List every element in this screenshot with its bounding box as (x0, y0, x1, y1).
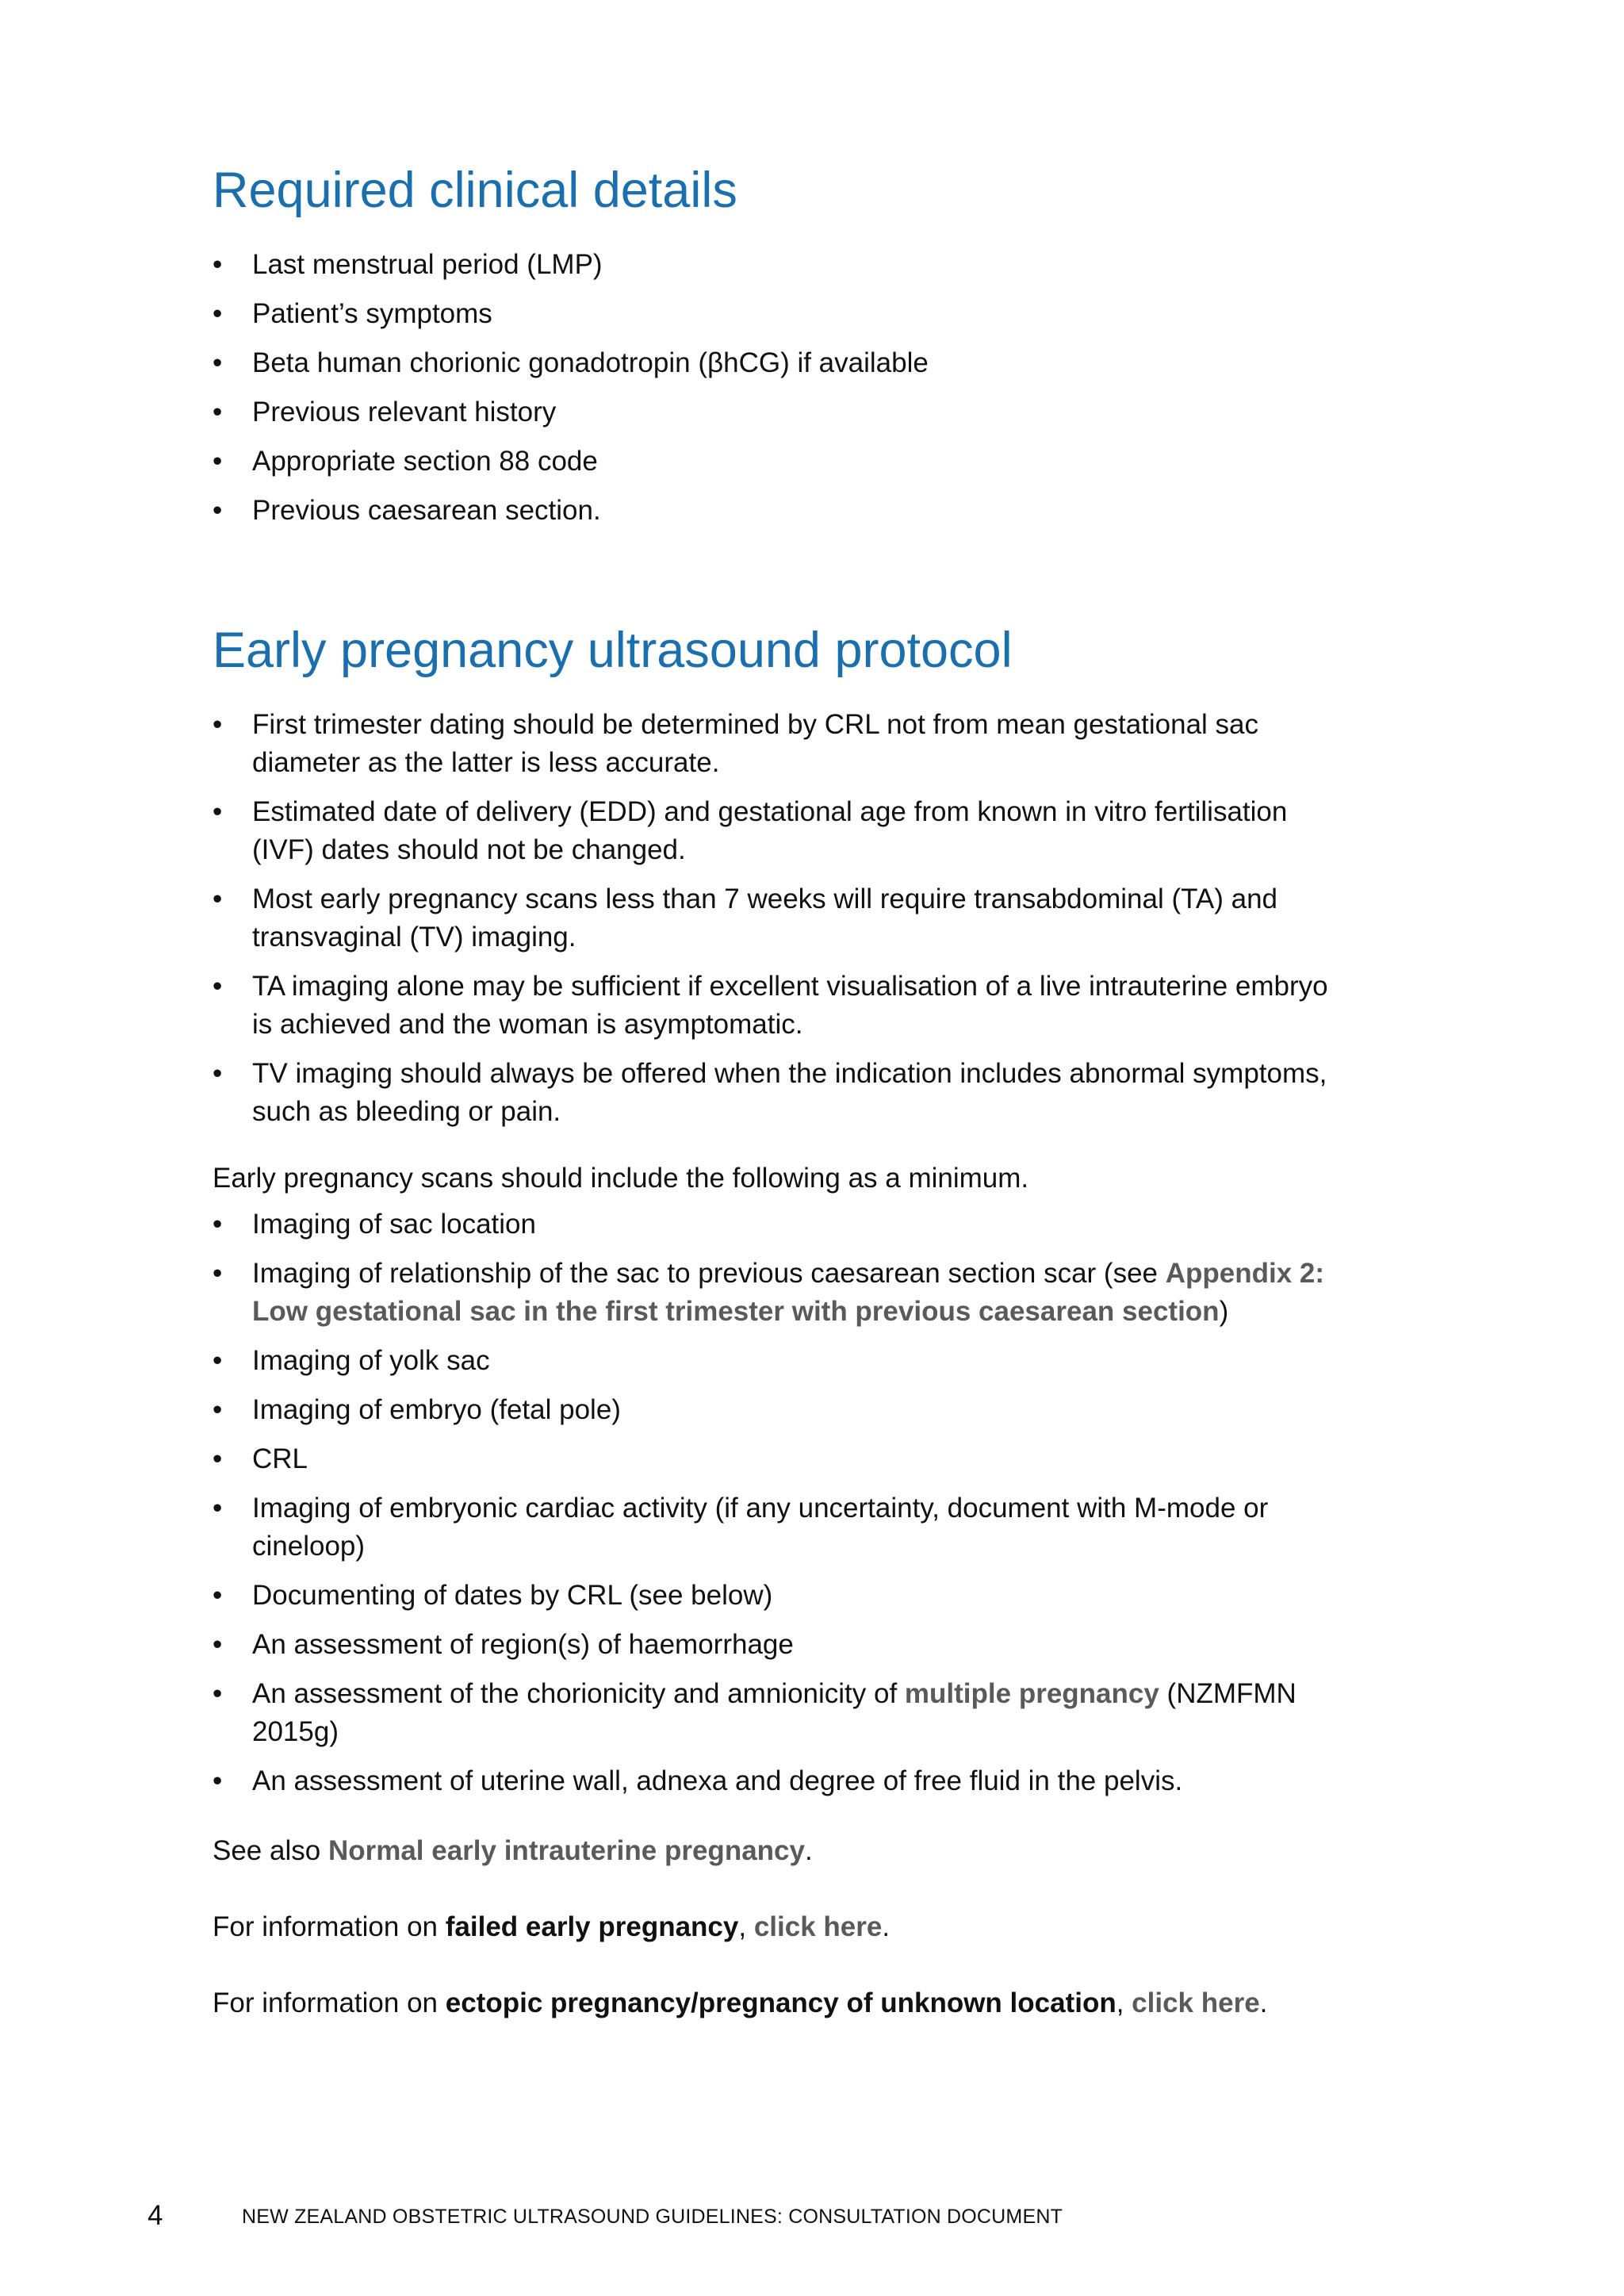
list-item: • First trimester dating should be determined by CRL not from mean gestational sac diameter as the latter is less accurate. (213, 706, 1354, 782)
list-item: • Imaging of sac location (213, 1205, 1354, 1244)
list-item: • TA imaging alone may be sufficient if excellent visualisation of a live intrauterine embryo is achieved and the woman is asymptomatic. (213, 968, 1354, 1044)
minimum-requirements-list (213, 1205, 1354, 1800)
paragraph-text: . (804, 1835, 813, 1866)
paragraph-text: , (1116, 1987, 1132, 2018)
paragraph-text: , (738, 1911, 754, 1942)
list-item: • Patient’s symptoms (213, 295, 1354, 333)
list-item (213, 1675, 1354, 1751)
normal-early-pregnancy-link[interactable]: Normal early intrauterine pregnancy (327, 1835, 805, 1866)
list-item: • Previous caesarean section. (213, 492, 1354, 530)
page-number: 4 (147, 2200, 163, 2231)
clinical-details-list (213, 246, 1354, 530)
list-item: • Appropriate section 88 code (213, 443, 1354, 481)
list-item: • Most early pregnancy scans less than 7 weeks will require transabdominal (TA) and transvaginal (TV) imaging. (213, 880, 1354, 956)
list-item: • Imaging of yolk sac (213, 1342, 1354, 1380)
failed-pregnancy-paragraph (213, 1908, 1354, 1946)
minimum-intro: Early pregnancy scans should include the following as a minimum. (213, 1163, 1029, 1194)
list-item-text: (NZMFMN 2015g) (252, 1678, 1297, 1747)
list-item: • Previous relevant history (213, 393, 1354, 431)
list-item: • An assessment of region(s) of haemorrhage (213, 1626, 1354, 1664)
list-item: • Estimated date of delivery (EDD) and gestational age from known in vitro fertilisation (IVF) dates should not be changed. (213, 793, 1354, 869)
see-also-paragraph (213, 1832, 1354, 1870)
list-item: • Imaging of embryo (fetal pole) (213, 1391, 1354, 1429)
paragraph-text: For information on (213, 1911, 446, 1942)
paragraph-text: . (1259, 1987, 1268, 2018)
paragraph-text: . (882, 1911, 891, 1942)
list-item: • TV imaging should always be offered when the indication includes abnormal symptoms, such as bleeding or pain. (213, 1055, 1354, 1131)
ectopic-pregnancy-emphasis: ectopic pregnancy/pregnancy of unknown location (445, 1987, 1116, 2018)
heading-early-pregnancy-protocol: Early pregnancy ultrasound protocol (213, 623, 1013, 678)
list-item: • Beta human chorionic gonadotropin (βhCG) if available (213, 344, 1354, 382)
list-item-text: An assessment of the chorionicity and amnionicity of (252, 1678, 905, 1709)
ectopic-pregnancy-paragraph (213, 1984, 1354, 2022)
multiple-pregnancy-link[interactable]: multiple pregnancy (904, 1678, 1159, 1709)
list-item-text: ) (1219, 1296, 1229, 1327)
footer-document-title: NEW ZEALAND OBSTETRIC ULTRASOUND GUIDELINES: CONSULTATION DOCUMENT (242, 2206, 1063, 2228)
ectopic-pregnancy-click-here-link[interactable]: click here (1132, 1987, 1260, 2018)
failed-pregnancy-click-here-link[interactable]: click here (753, 1911, 883, 1942)
list-item (213, 1255, 1354, 1331)
list-item: • Documenting of dates by CRL (see below) (213, 1577, 1354, 1615)
heading-required-clinical-details: Required clinical details (213, 163, 737, 218)
protocol-list (213, 706, 1354, 1131)
appendix-2-link[interactable]: Appendix 2: Low gestational sac in the first trimester with previous caesarean section (252, 1258, 1325, 1327)
list-item: • Last menstrual period (LMP) (213, 246, 1354, 284)
list-item-text: Imaging of relationship of the sac to previous caesarean section scar (see (252, 1258, 1166, 1289)
list-item: • An assessment of uterine wall, adnexa and degree of free fluid in the pelvis. (213, 1762, 1354, 1800)
list-item: • Imaging of embryonic cardiac activity (if any uncertainty, document with M-mode or cineloop) (213, 1489, 1354, 1566)
paragraph-text: For information on (213, 1987, 446, 2018)
list-item: • CRL (213, 1440, 1354, 1478)
paragraph-text: See also (213, 1835, 328, 1866)
failed-pregnancy-emphasis: failed early pregnancy (445, 1911, 739, 1942)
page-content (213, 155, 1354, 2022)
